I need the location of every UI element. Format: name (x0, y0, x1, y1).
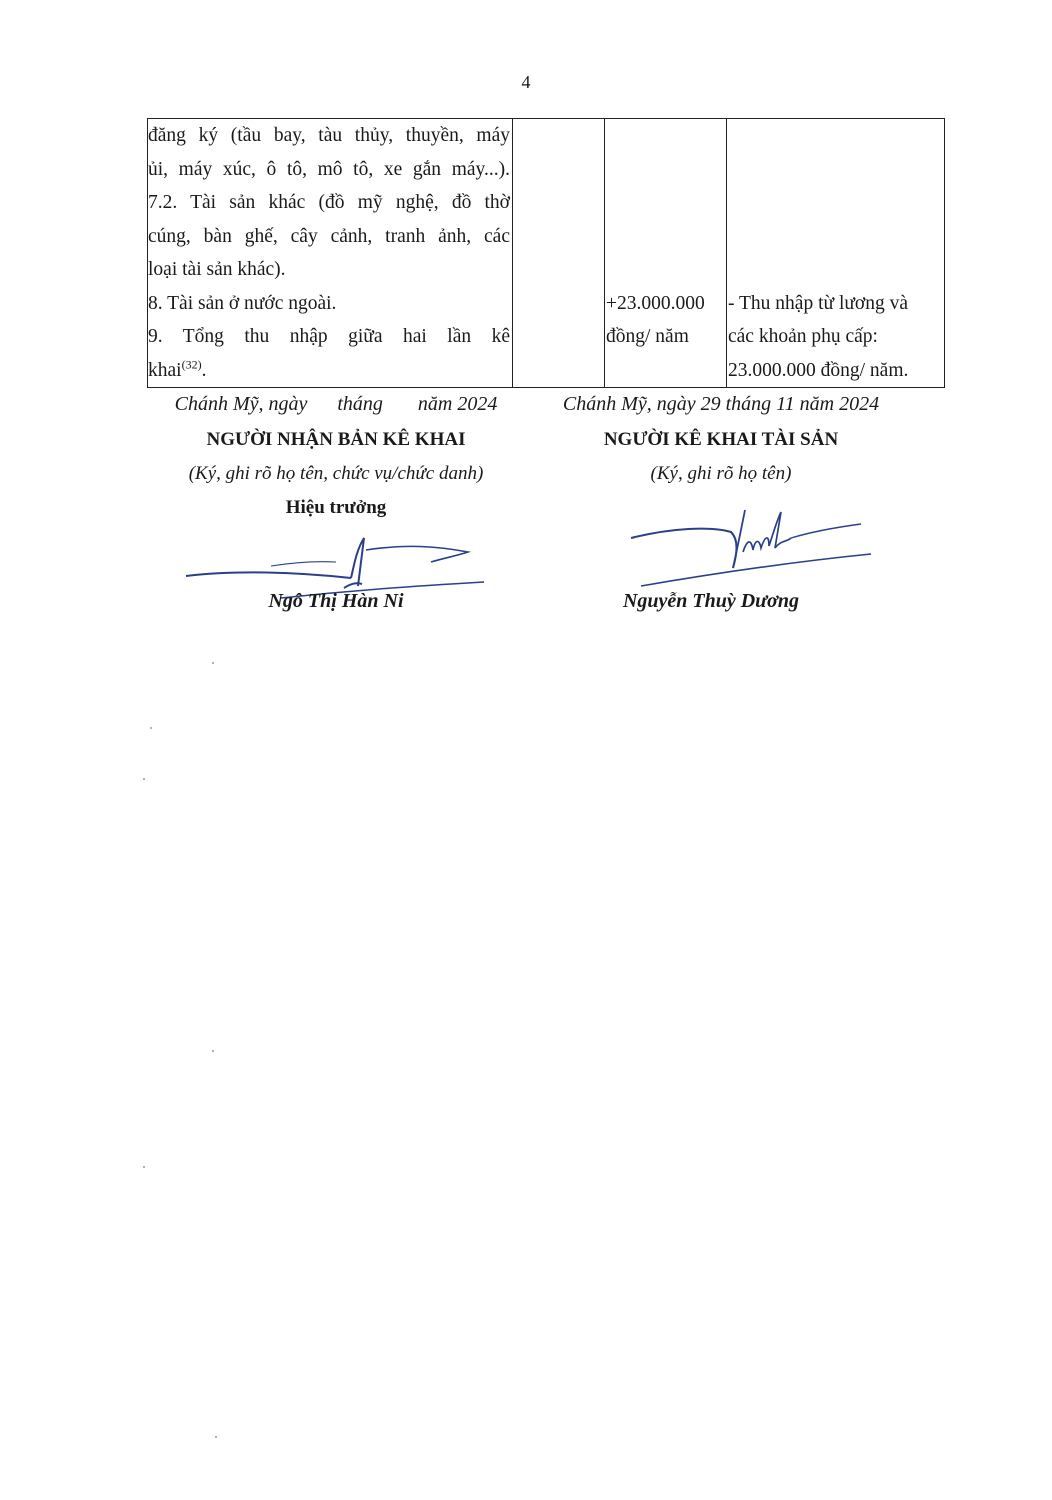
description-line: 7.2. Tài sản khác (đồ mỹ nghệ, đồ thờ (148, 192, 510, 213)
amount-cell (605, 119, 727, 388)
receiver-name: Ngô Thị Hàn Ni (268, 590, 404, 612)
receiver-position: Hiệu trưởng (285, 497, 387, 518)
receiver-date-line: Chánh Mỹ, ngày tháng năm 2024 (174, 393, 498, 415)
explanation-line: - Thu nhập từ lương và (728, 292, 909, 314)
page-number: 4 (521, 72, 531, 92)
declarant-instruction: (Ký, ghi rõ họ tên) (650, 463, 792, 484)
description-line: 9. Tổng thu nhập giữa hai lần kê (148, 326, 510, 347)
asset-income-table (147, 118, 945, 388)
declarant-title: NGƯỜI KÊ KHAI TÀI SẢN (603, 429, 839, 450)
receiver-title: NGƯỜI NHẬN BẢN KÊ KHAI (206, 429, 466, 450)
explanation-cell (727, 119, 945, 388)
receiver-signature-block (150, 390, 522, 606)
scan-speck (150, 727, 152, 729)
scan-speck (212, 662, 214, 664)
description-line-last (148, 354, 512, 388)
scan-speck (212, 1050, 214, 1052)
description-suffix: . (201, 359, 207, 381)
item-description-cell (148, 119, 513, 388)
amount-line: đồng/ năm (606, 326, 689, 347)
declarant-signature-block (530, 390, 912, 600)
description-line: ủi, máy xúc, ô tô, mô tô, xe gắn máy...). (148, 158, 510, 180)
description-line: 8. Tài sản ở nước ngoài. (148, 292, 337, 314)
declarant-name: Nguyễn Thuỳ Dương (622, 590, 800, 612)
table-row (148, 119, 945, 388)
receiver-instruction: (Ký, ghi rõ họ tên, chức vụ/chức danh) (188, 463, 484, 484)
description-line: cúng, bàn ghế, cây cảnh, tranh ảnh, các (148, 225, 510, 247)
scan-speck (143, 778, 145, 780)
explanation-line: các khoản phụ cấp: (728, 326, 878, 347)
amount-line: +23.000.000 (606, 292, 705, 314)
description-line: loại tài sản khác). (148, 259, 286, 280)
declarant-signature (561, 490, 881, 600)
explanation-line: 23.000.000 đồng/ năm. (728, 359, 909, 381)
description-line: đăng ký (tầu bay, tàu thủy, thuyền, máy (148, 125, 510, 146)
scan-speck (143, 1166, 145, 1168)
scan-speck (215, 1436, 217, 1438)
description-text: khai (148, 359, 182, 381)
declarant-date-line: Chánh Mỹ, ngày 29 tháng 11 năm 2024 (562, 393, 880, 415)
footnote-ref: (32) (181, 357, 202, 371)
empty-cell (513, 119, 605, 388)
